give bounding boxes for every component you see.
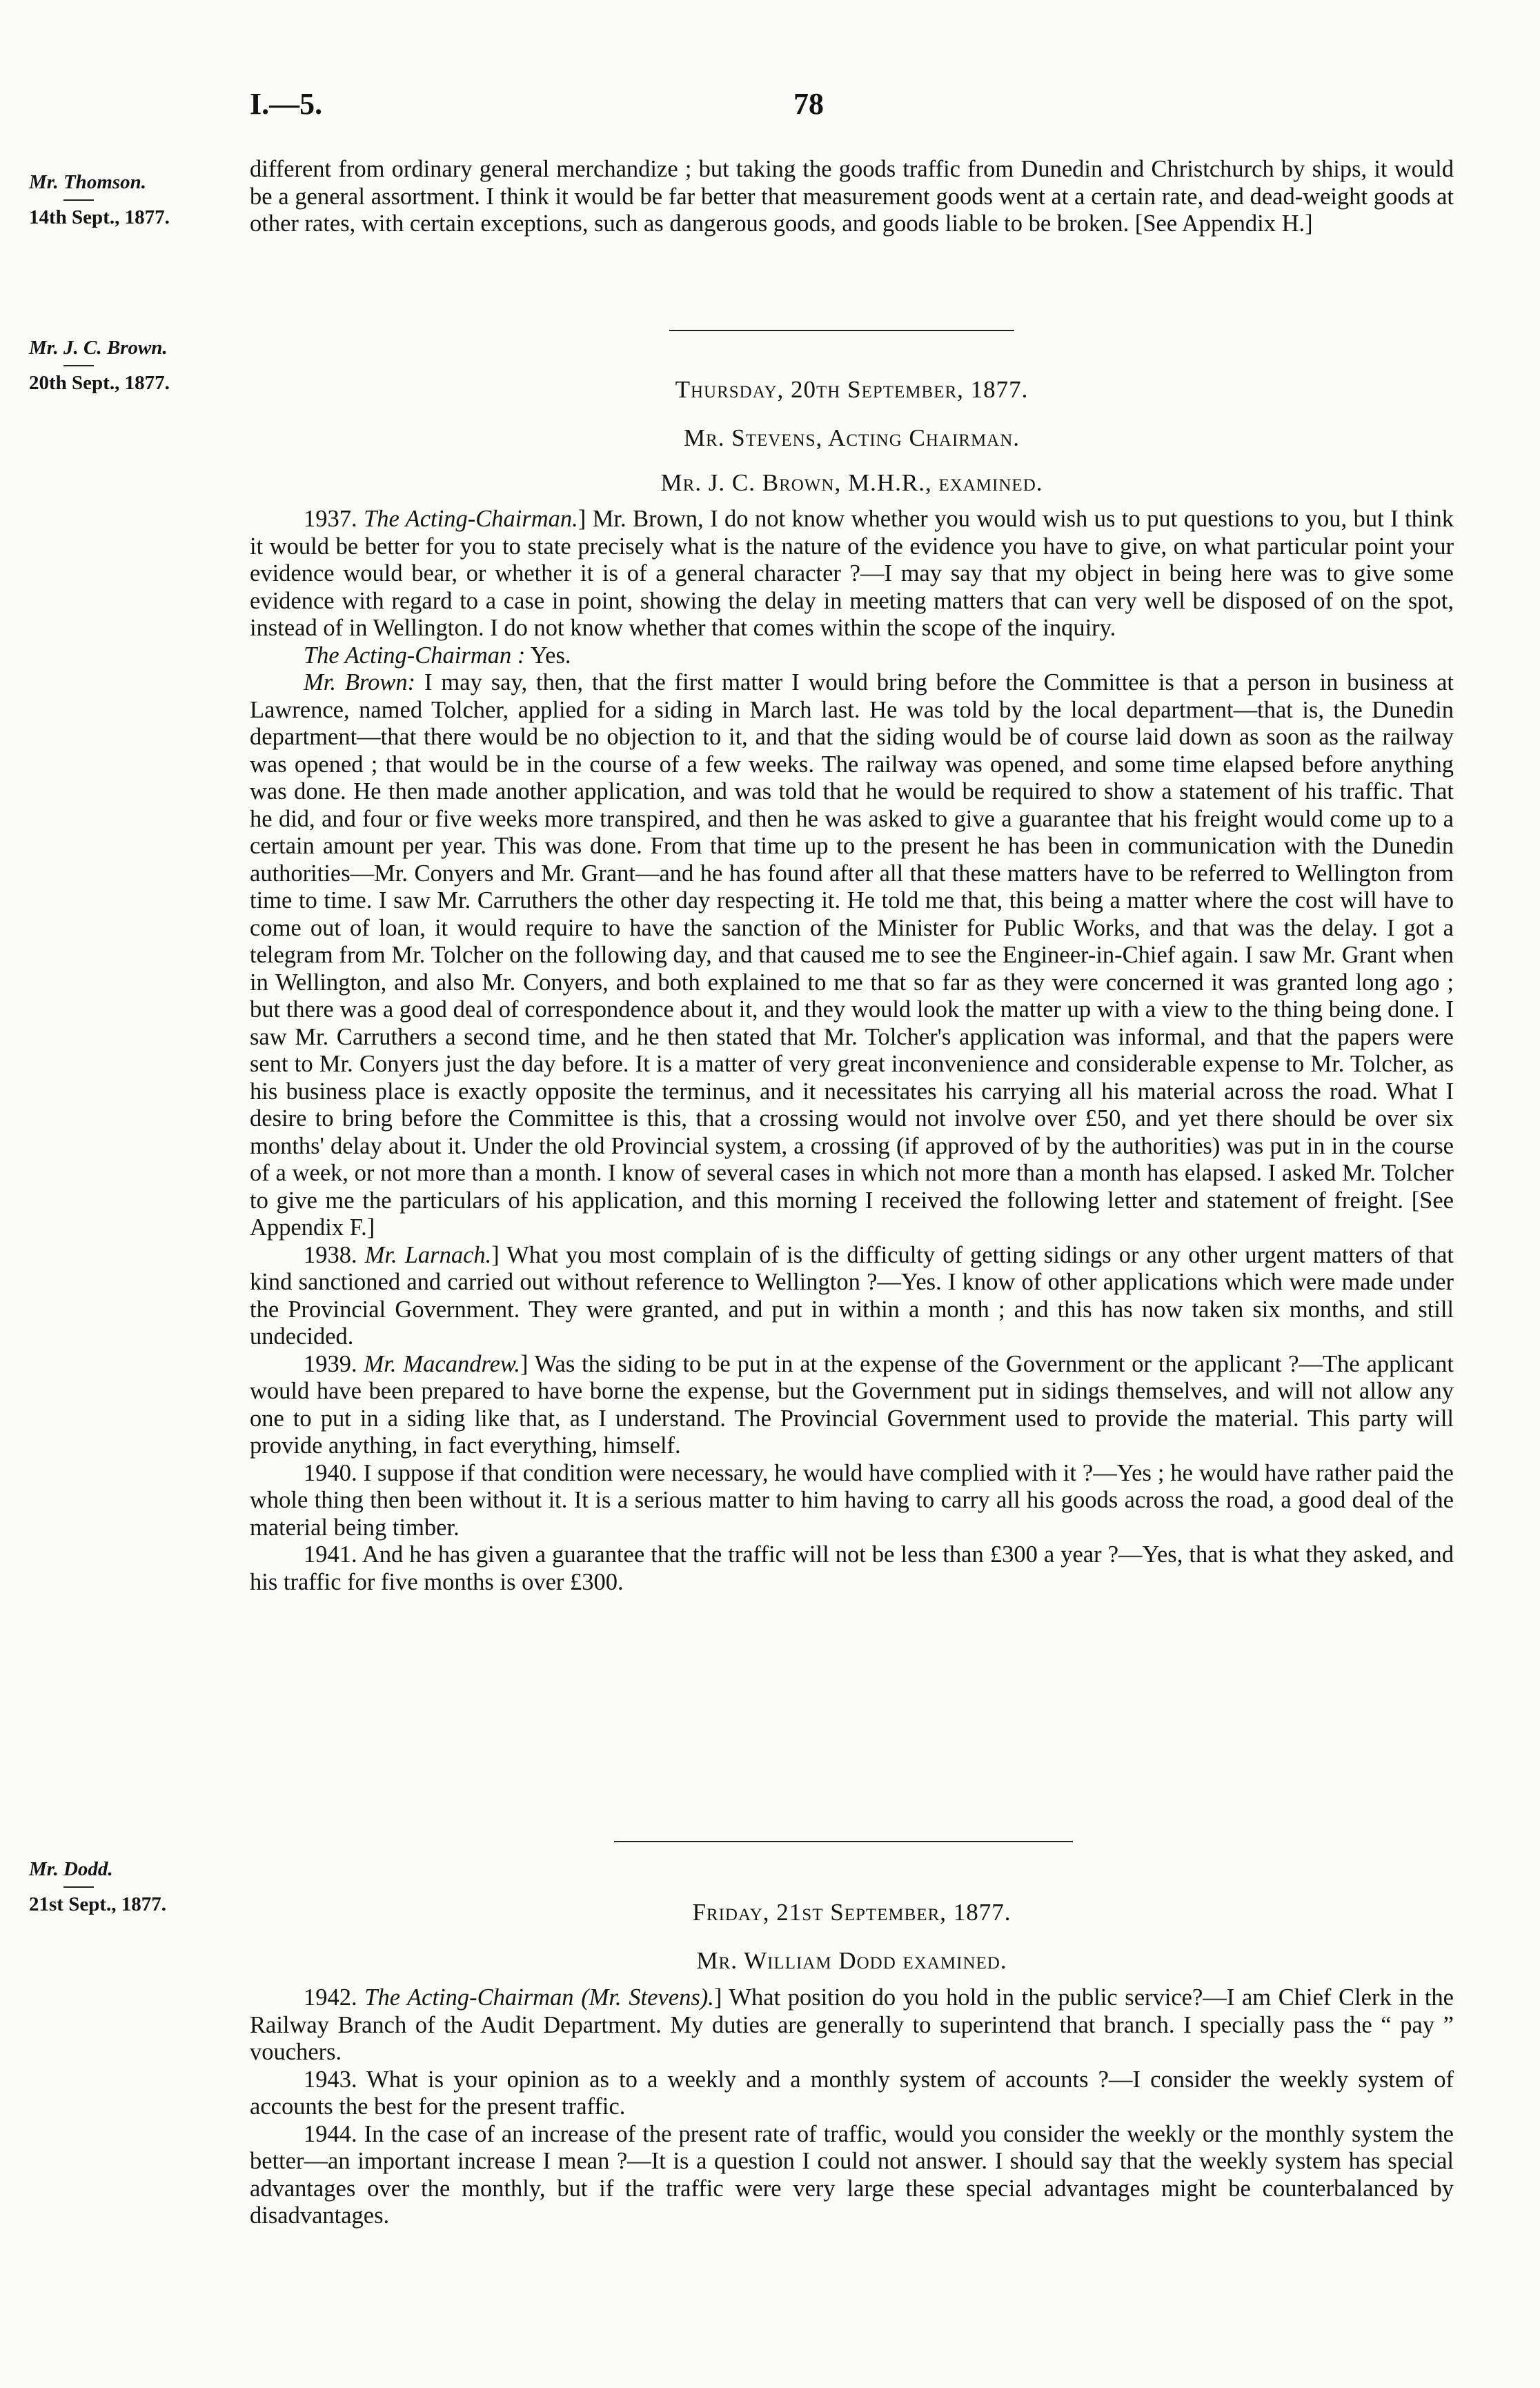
- question-1944: 1944. In the case of an increase of the present rate of traffic, would you consider the weekly or the monthly system the better—an important increase I mean ?—It is a question I could not answer. I should say that the weekly system has special advantages over the monthly, but if the traffic were very large these special advantages might be counterbalanced by disadvantages.: [250, 2120, 1454, 2229]
- margin-note-brown: [29, 337, 170, 395]
- acting-chairman-line: Mr. Stevens, Acting Chairman.: [683, 424, 1020, 451]
- witness-name: Mr. Dodd.: [29, 1858, 113, 1880]
- speaker: Mr. Macandrew.: [364, 1350, 520, 1377]
- witness-date: 21st Sept., 1877.: [29, 1893, 166, 1915]
- question-1942: 1942. The Acting-Chairman (Mr. Stevens).] What position do you hold in the public service?—I am Chief Clerk in the Railway Branch of the Audit Department. My duties are generally to superintend that branch. I specially pass the “ pay ” vouchers.: [250, 1984, 1454, 2065]
- margin-note-dodd: [29, 1858, 166, 1916]
- chairman-reply: The Acting-Chairman : Yes.: [304, 642, 571, 669]
- section-divider: [669, 330, 1014, 331]
- witness-date: 20th Sept., 1877.: [29, 372, 170, 394]
- question-1939: 1939. Mr. Macandrew.] Was the siding to be put in at the expense of the Government or the applicant ?—The applicant would have been prepared to have borne the expense, but the Government put in sidings themselves, and will not allow any one to put in a siding like that, as I understand. The Provincial Government used to provide the material. This party will provide anything, in fact everything, himself.: [250, 1350, 1454, 1459]
- continued-paragraph: [250, 156, 1454, 238]
- speaker: Mr. Larnach.: [364, 1241, 492, 1268]
- divider: [63, 365, 94, 366]
- speaker: The Acting-Chairman (Mr. Stevens).: [364, 1984, 714, 2011]
- question-1940: 1940. I suppose if that condition were necessary, he would have complied with it ?—Yes ; he would have rather paid the whole thing then been without it. It is a serious matter to him having to carry all his goods across the road, a good deal of the material being timber.: [250, 1459, 1454, 1541]
- evidence-section-2: [250, 1984, 1454, 2230]
- speaker: Mr. Brown:: [304, 669, 416, 695]
- witness-examined-line: Mr. J. C. Brown, M.H.R., examined.: [660, 469, 1043, 496]
- witness-examined-line: Mr. William Dodd examined.: [696, 1947, 1007, 1974]
- sitting-date: Thursday, 20th September, 1877.: [675, 376, 1029, 403]
- witness-name: Mr. Thomson.: [29, 171, 147, 193]
- paragraph: different from ordinary general merchandize ; but taking the goods traffic from Dunedin and Christchurch by ships, it would be a general assortment. I think it would be far better that measurement goods went at a certain rate, and dead-weight goods at other rates, with certain exceptions, such as dangerous goods, and goods liable to be broken. [See Appendix H.]: [250, 156, 1454, 237]
- brown-statement: Mr. Brown: I may say, then, that the first matter I would bring before the Committee is that a person in business at Lawrence, named Tolcher, applied for a siding in March last. He was told by the local department—that is, the Dunedin department—that there would be no objection to it, and that the siding would be of course laid down as soon as the railway was opened ; that would be in the course of a few weeks. The railway was opened, and some time elapsed before anything was done. He then made another application, and was told that he would be required to show a statement of his traffic. That he did, and four or five weeks more transpired, and then he was asked to give a guarantee that his freight would come up to a certain amount per year. This was done. From that time up to the present he has been in communication with the Dunedin authorities—Mr. Conyers and Mr. Grant—and he has found after all that these matters have to be referred to Wellington from time to time. I saw Mr. Carruthers the other day respecting it. He told me that, this being a matter where the cost will have to come out of loan, it would require to have the sanction of the Minister for Public Works, and that was the delay. I got a telegram from Mr. Tolcher on the following day, and that caused me to see the Engineer-in-Chief again. I saw Mr. Grant when in Wellington, and also Mr. Conyers, and both explained to me that so far as they were concerned it was granted long ago ; but there was a good deal of correspondence about it, and they would look the matter up with a view to the thing being done. I saw Mr. Carruthers a second time, and he then stated that Mr. Tolcher's application was informal, and that the papers were sent to Mr. Conyers just the day before. It is a matter of very great inconvenience and considerable expense to Mr. Tolcher, as his business place is exactly opposite the terminus, and it necessitates his carrying all his material across the road. What I desire to bring before the Committee is this, that a crossing would not involve over £50, and yet there should be over six months' delay about it. Under the old Provincial system, a crossing (if approved of by the authorities) was put in in the course of a week, or not more than a month. I know of several cases in which not more than a month has elapsed. I asked Mr. Tolcher to give me the particulars of his application, and this morning I received the following letter and statement of freight. [See Appendix F.]: [250, 669, 1454, 1241]
- divider: [63, 1886, 94, 1888]
- evidence-section-1: [250, 506, 1454, 1596]
- document-reference: I.—5.: [250, 87, 323, 121]
- divider: [63, 199, 94, 201]
- witness-name: Mr. J. C. Brown.: [29, 337, 168, 359]
- margin-note-thomson: [29, 171, 170, 229]
- question-1943: 1943. What is your opinion as to a weekly and a monthly system of accounts ?—I consider the weekly system of accounts the best for the present traffic.: [250, 2066, 1454, 2120]
- sitting-date: Friday, 21st September, 1877.: [692, 1899, 1011, 1926]
- speaker: The Acting-Chairman.: [364, 506, 578, 532]
- speaker: The Acting-Chairman :: [304, 642, 526, 669]
- question-1941: 1941. And he has given a guarantee that the traffic will not be less than £300 a year ?—Yes, that is what they asked, and his traffic for five months is over £300.: [250, 1541, 1454, 1595]
- section-divider: [614, 1841, 1073, 1842]
- witness-date: 14th Sept., 1877.: [29, 206, 170, 228]
- question-1937: 1937. The Acting-Chairman.] Mr. Brown, I do not know whether you would wish us to put questions to you, but I think it would be better for you to state precisely what is the nature of the evidence you have to give, on what particular point your evidence would bear, or whether it is of a general character ?—I may say that my object in being here was to give some evidence with regard to a case in point, showing the delay in meeting matters that can very well be disposed of on the spot, instead of in Wellington. I do not know whether that comes within the scope of the inquiry.: [250, 506, 1454, 641]
- question-1938: 1938. Mr. Larnach.] What you most complain of is the difficulty of getting sidings or any other urgent matters of that kind sanctioned and carried out without reference to Wellington ?—Yes. I know of other applications which were made under the Provincial Government. They were granted, and put in within a month ; and this has now taken six months, and still undecided.: [250, 1241, 1454, 1350]
- page-number: 78: [793, 87, 824, 121]
